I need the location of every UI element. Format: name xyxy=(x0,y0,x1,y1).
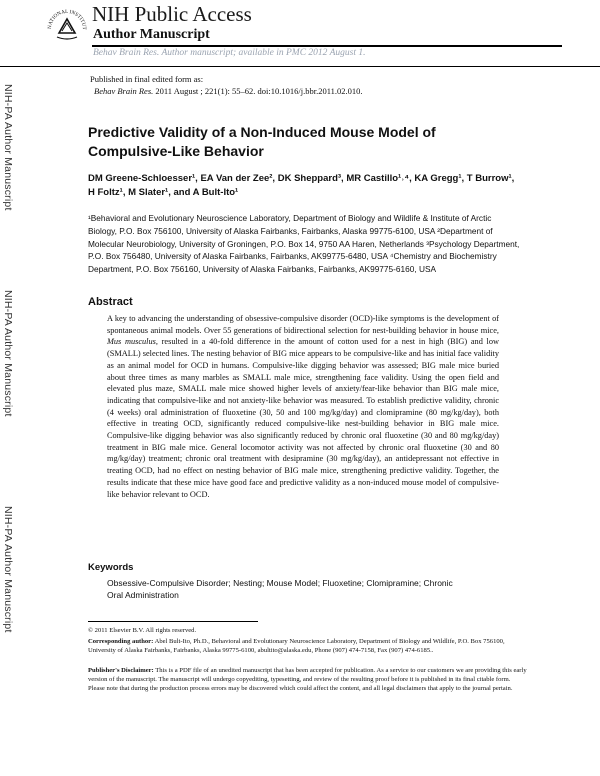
footnote-divider xyxy=(88,621,258,622)
citation-line xyxy=(94,86,363,96)
citation-journal: Behav Brain Res. xyxy=(94,86,154,96)
affiliations: ¹Behavioral and Evolutionary Neuroscience Laboratory, Department of Biology and Wildlife & Institute of Arctic Biology, P.O. Box 756100, University of Alaska Fairbanks, Fairbanks, Alaska 99775-6100, USA ²Department of Molecular Neurobiology, University of Groningen, P.O. Box 14, 9750 AA Haren, Netherlands ³Psychology Department, P.O. Box 756480, University of Alaska Fairbanks, Fairbanks, AK99775-6480, USA ⁴Chemistry and Biochemistry Department, P.O. Box 756160, University of Alaska Fairbanks, Fairbanks, AK99775-6160, USA xyxy=(88,213,520,275)
abstract-body: A key to advancing the understanding of obsessive-compulsive disorder (OCD)-like symptoms is the development of spontaneous animal models. Over 55 generations of bidirectional selection for nest-building behavior in house mice, Mus musculus, resulted in a 40-fold difference in the amount of cotton used for a nest in high (BIG) and low (SMALL) selected lines. The nesting behavior of BIG mice appears to be compulsive-like and has initial face validity as an animal model for OCD in humans. Compulsive-like digging behavior was assessed; BIG male mice buried about three times as many marbles as SMALL male mice, strengthening face validity. Using the open field and elevated plus maze, SMALL male mice showed higher levels of anxiety/fear-like behavior than BIG male mice, indicating that compulsive-like and not anxiety-like behavior was measured. To establish predictive validity, chronic (4 weeks) oral administration of fluoxetine (30, 50 and 100 mg/kg/day) and clomipramine (80 mg/kg/day), both effective in treating OCD, significantly reduced compulsive-like nest-building behavior in BIG male mice. Compulsive-like digging behavior was also significantly reduced by chronic oral fluoxetine (30 and 80 mg/kg/day) treatment in BIG male mice. General locomotor activity was not affected by chronic oral fluoxetine (30 and 80 mg/kg/day) treatment; chronic oral treatment with desipramine (30 mg/kg/day), an antidepressant not effective in treating OCD, had no effect on nesting behavior of BIG male mice, strengthening predictive validity. Together, the results indicate that these mice have good face and predictive validity as a non-induced mouse model of compulsive-like behavior relevant to OCD. xyxy=(107,314,499,499)
keywords-heading: Keywords xyxy=(88,562,134,573)
nih-public-access-title: NIH Public Access xyxy=(92,2,252,26)
availability-line xyxy=(93,48,366,58)
sidebar-label-middle: NIH-PA Author Manuscript xyxy=(2,290,14,417)
availability-journal: Behav Brain Res. xyxy=(93,48,160,58)
citation-details: 2011 August ; 221(1): 55–62. doi:10.1016/j.bbr.2011.02.010. xyxy=(155,86,363,96)
copyright-notice: © 2011 Elsevier B.V. All rights reserved. xyxy=(88,627,197,634)
header-divider xyxy=(92,45,562,47)
nih-seal-logo xyxy=(44,3,90,49)
article-title: Predictive Validity of a Non-Induced Mouse Model of Compulsive-Like Behavior xyxy=(88,124,436,159)
seal-text: NATIONAL INSTITUT xyxy=(46,8,88,30)
abstract-heading: Abstract xyxy=(88,296,133,308)
sidebar-label-top: NIH-PA Author Manuscript xyxy=(2,84,14,211)
author-manuscript-label: Author Manuscript xyxy=(93,27,210,42)
availability-text: Author manuscript; available in PMC 2012 August 1. xyxy=(161,48,366,58)
publisher-disclaimer: Publisher's Disclaimer: This is a PDF file of an unedited manuscript that has been accepted for publication. As a service to our customers we are providing this early version of the manuscript. The manuscript will undergo copyediting, typesetting, and review of the resulting proof before it is published in its final citable form. Please note that during the production process errors may be discovered which could affect the content, and all legal disclaimers that apply to the journal pertain. xyxy=(88,667,527,692)
sidebar-label-bottom: NIH-PA Author Manuscript xyxy=(2,506,14,633)
keywords-list: Obsessive-Compulsive Disorder; Nesting; Mouse Model; Fluoxetine; Clomipramine; Chronic Oral Administration xyxy=(107,578,453,600)
author-list: DM Greene-Schloesser¹, EA Van der Zee², DK Sheppard³, MR Castillo¹˒⁴, KA Gregg¹, T Burrow¹, H Foltz¹, M Slater¹, and A Bult-Ito¹ xyxy=(88,173,515,198)
published-in-label: Published in final edited form as: xyxy=(90,74,204,84)
header-bottom-rule xyxy=(0,66,600,67)
species-name: Mus musculus xyxy=(107,337,156,347)
corresponding-author-note: Corresponding author: Abel Bult-Ito, Ph.D., Behavioral and Evolutionary Neuroscience Laboratory, Department of Biology and Wildlife, P.O. Box 756100, University of Alaska Fairbanks, Fairbanks, Alaska 99775-6100, abultito@alaska.edu, Phone (907) 474-7158, Fax (907) 474-6185.. xyxy=(88,638,505,654)
